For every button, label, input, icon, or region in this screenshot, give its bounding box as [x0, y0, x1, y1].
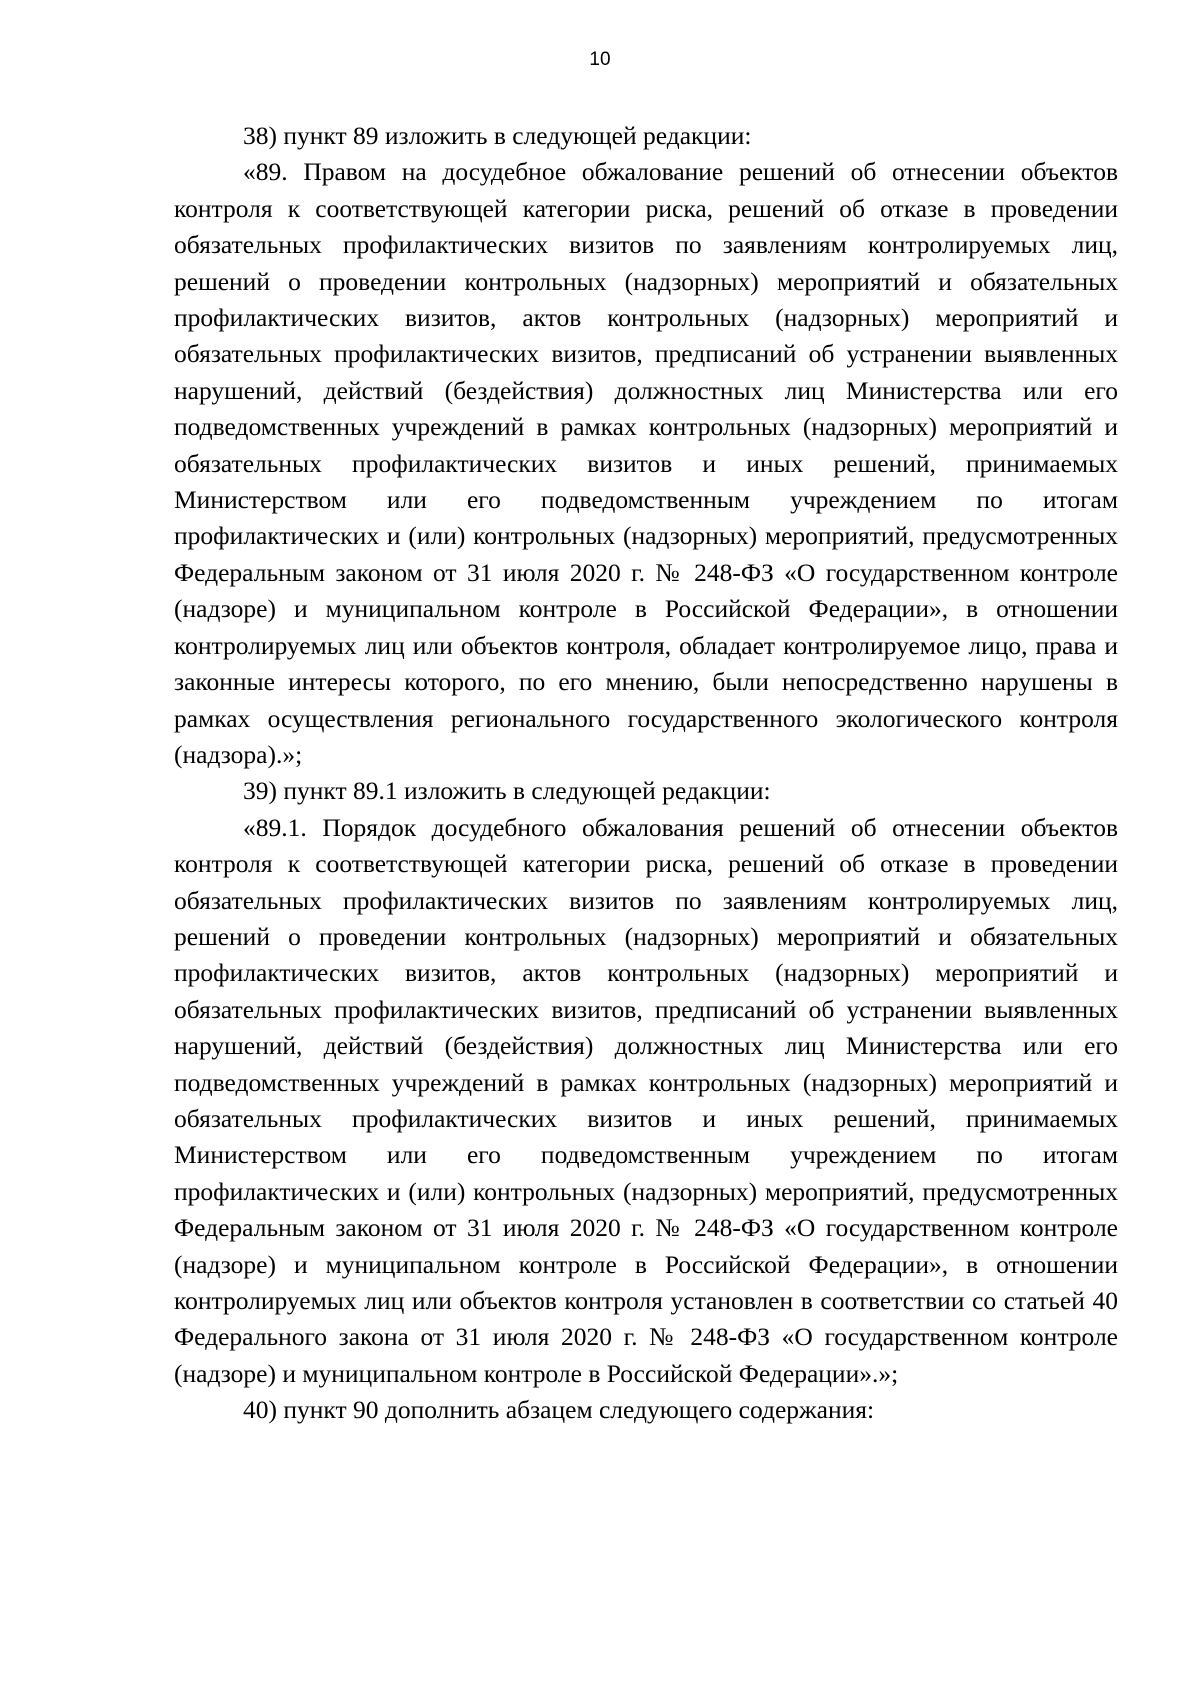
paragraph-point-89-text: «89. Правом на досудебное обжалование решений об отнесении объектов контроля к соответствующей категории риска, решений об отказе в проведении обязательных профилактических визитов по заявлениям контролируемых лиц, решений о проведении контрольных (надзорных) мероприятий и обязательных профилактических визитов, актов контрольных (надзорных) мероприятий и обязательных профилактических визитов, предписаний об устранении выявленных нарушений, действий (бездействия) должностных лиц Министерства или его подведомственных учреждений в рамках контрольных (надзорных) мероприятий и обязательных профилактических визитов и иных решений, принимаемых Министерством или его подведомственным учреждением по итогам профилактических и (или) контрольных (надзорных) мероприятий, предусмотренных Федеральным законом от 31 июля 2020 г. № 248-ФЗ «О государственном контроле (надзоре) и муниципальном контроле в Российской Федерации», в отношении контролируемых лиц или объектов контроля, обладает контролируемое лицо, права и законные интересы которого, по его мнению, были непосредственно нарушены в рамках осуществления регионального государственного экологического контроля (надзора).»;	[174, 157, 1118, 769]
paragraph-point-89-1-text: «89.1. Порядок досудебного обжалования решений об отнесении объектов контроля к соответствующей категории риска, решений об отказе в проведении обязательных профилактических визитов по заявлениям контролируемых лиц, решений о проведении контрольных (надзорных) мероприятий и обязательных профилактических визитов, актов контрольных (надзорных) мероприятий и обязательных профилактических визитов, предписаний об устранении выявленных нарушений, действий (бездействия) должностных лиц Министерства или его подведомственных учреждений в рамках контрольных (надзорных) мероприятий и обязательных профилактических визитов и иных решений, принимаемых Министерством или его подведомственным учреждением по итогам профилактических и (или) контрольных (надзорных) мероприятий, предусмотренных Федеральным законом от 31 июля 2020 г. № 248-ФЗ «О государственном контроле (надзоре) и муниципальном контроле в Российской Федерации», в отношении контролируемых лиц или объектов контроля установлен в соответствии со статьей 40 Федерального закона от 31 июля 2020 г. № 248-ФЗ «О государственном контроле (надзоре) и муниципальном контроле в Российской Федерации».»;	[174, 812, 1118, 1388]
page-number: 10	[589, 49, 611, 70]
paragraph-item-39: 39) пункт 89.1 изложить в следующей редакции:	[243, 776, 771, 806]
paragraph-item-38: 38) пункт 89 изложить в следующей редакции:	[243, 121, 752, 150]
paragraph-item-40: 40) пункт 90 дополнить абзацем следующего содержания:	[243, 1395, 875, 1425]
document-body	[174, 118, 1118, 1429]
